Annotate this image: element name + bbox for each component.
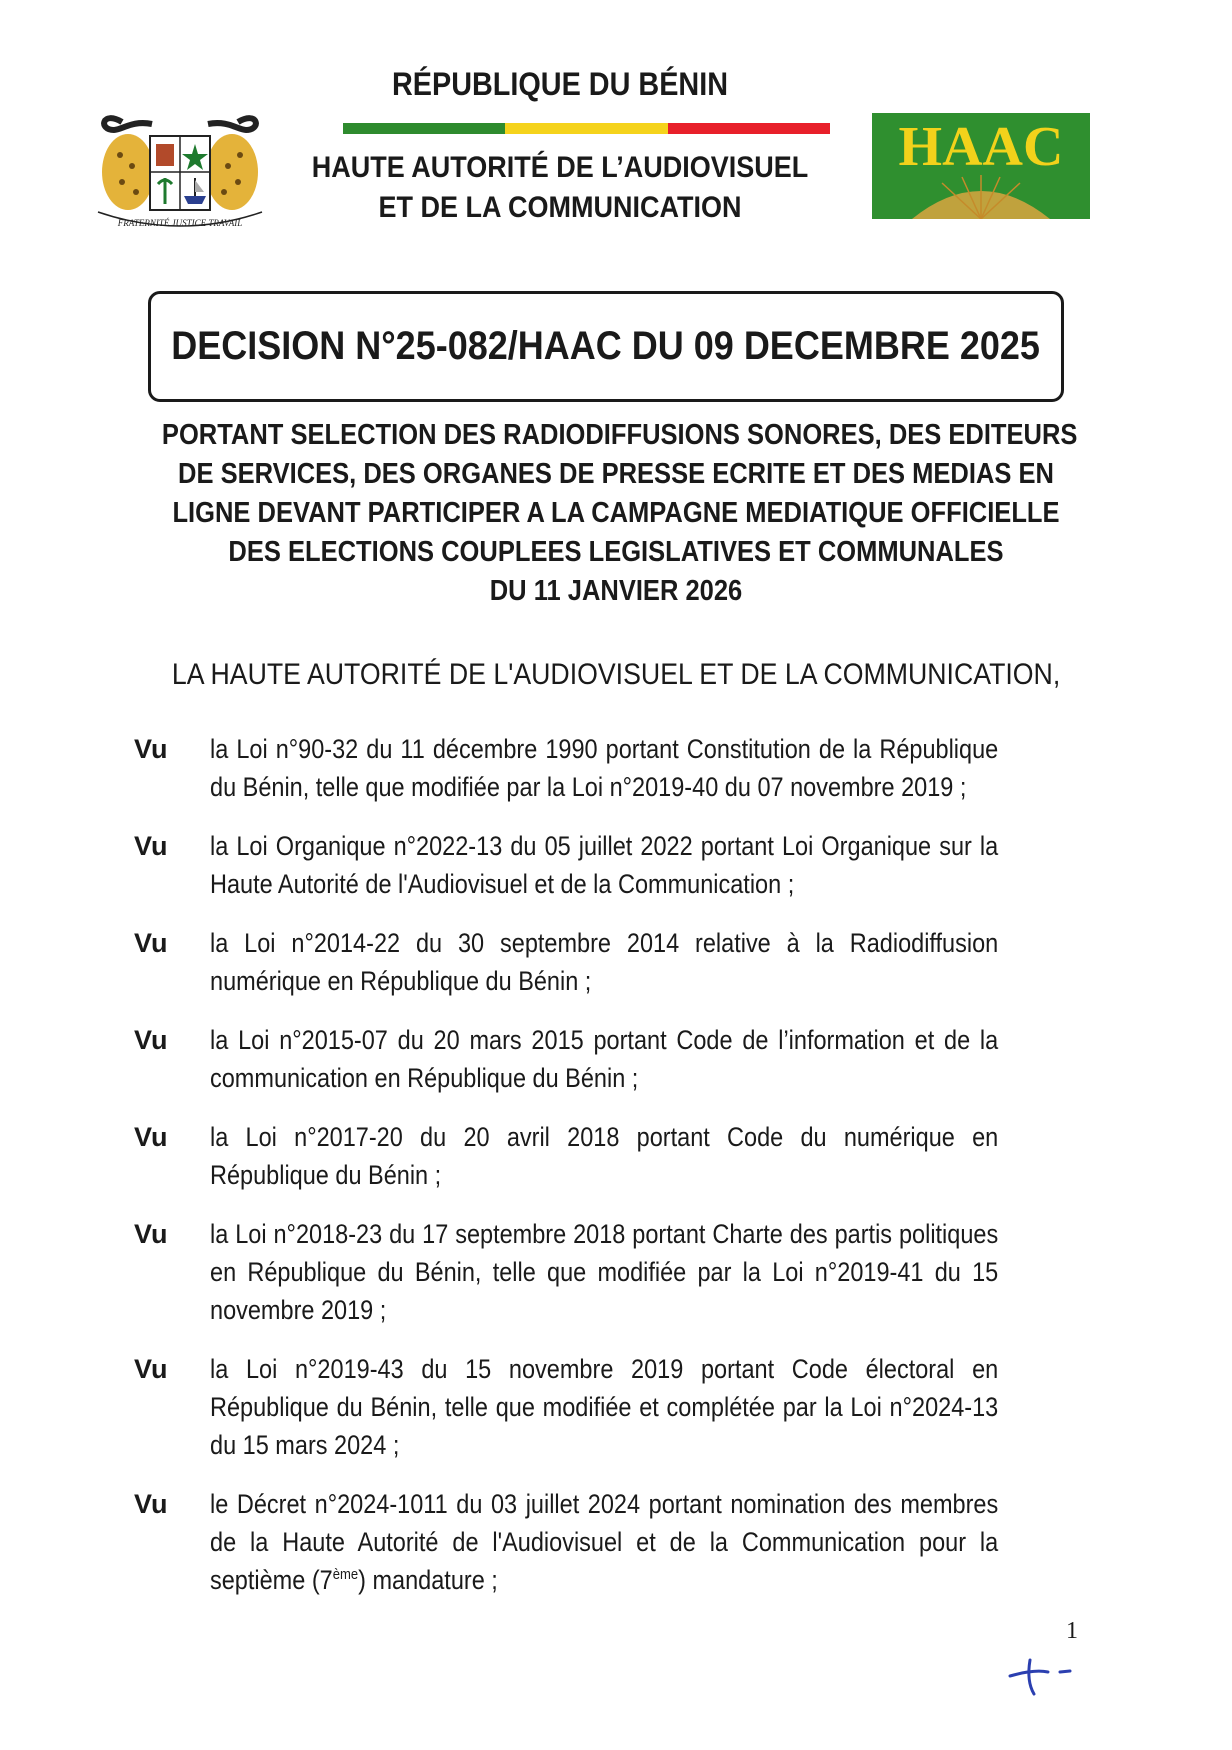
decision-title: DECISION N°25-082/HAAC DU 09 DECEMBRE 2025 <box>171 324 1041 368</box>
consideration-text <box>210 1485 998 1599</box>
preamble <box>100 655 1132 695</box>
consideration-item <box>134 1021 1084 1097</box>
consideration-label: Vu <box>134 734 168 764</box>
consideration-item <box>134 1118 1084 1194</box>
flag-stripe <box>343 123 830 134</box>
consideration-item <box>134 730 1084 806</box>
consideration-text: la Loi n°2019-43 du 15 novembre 2019 portant Code électoral en République du Bénin, telle que modifiée et complétée par la Loi n°2024-13 du 15 mars 2024 ; <box>210 1354 999 1460</box>
consideration-item <box>134 827 1084 903</box>
considerations-list <box>134 730 1084 1620</box>
subject-line: PORTANT SELECTION DES RADIODIFFUSIONS SONORES, DES EDITEURS <box>161 419 1078 451</box>
consideration-text: la Loi n°2015-07 du 20 mars 2015 portant Code de l’information et de la communication en République du Bénin ; <box>210 1025 999 1093</box>
decision-subject <box>100 416 1132 611</box>
consideration-text-end: ) mandature ; <box>358 1565 498 1595</box>
decision-title-box <box>148 291 1064 402</box>
haac-logo <box>872 113 1090 219</box>
consideration-label: Vu <box>134 1219 168 1249</box>
country-name: RÉPUBLIQUE DU BÉNIN <box>391 66 729 102</box>
consideration-text: la Loi Organique n°2022-13 du 05 juillet 2022 portant Loi Organique sur la Haute Autorité de l'Audiovisuel et de la Communication ; <box>210 831 999 899</box>
authority-line-1: HAUTE AUTORITÉ DE L’AUDIOVISUEL <box>311 151 809 184</box>
flag-green <box>343 123 505 134</box>
consideration-text: la Loi n°90-32 du 11 décembre 1990 portant Constitution de la République du Bénin, telle que modifiée par la Loi n°2019-40 du 07 novembre 2019 ; <box>210 734 999 802</box>
consideration-label: Vu <box>134 1354 168 1384</box>
consideration-label: Vu <box>134 928 168 958</box>
svg-text:FRATERNITÉ JUSTICE TRAVAIL: FRATERNITÉ JUSTICE TRAVAIL <box>117 218 243 228</box>
benin-coat-of-arms-icon <box>92 100 268 240</box>
ordinal-superscript: ème <box>332 1566 359 1583</box>
subject-line: DES ELECTIONS COUPLEES LEGISLATIVES ET COMMUNALES <box>228 536 1004 568</box>
haac-logo-text: HAAC <box>898 116 1064 178</box>
consideration-item <box>134 1485 1084 1599</box>
flag-yellow <box>505 123 667 134</box>
consideration-label: Vu <box>134 831 168 861</box>
authority-line-2: ET DE LA COMMUNICATION <box>378 191 742 224</box>
consideration-text: la Loi n°2017-20 du 20 avril 2018 portant Code du numérique en République du Bénin ; <box>210 1122 999 1190</box>
subject-line: DU 11 JANVIER 2026 <box>489 575 743 607</box>
subject-line: DE SERVICES, DES ORGANES DE PRESSE ECRITE ET DES MEDIAS EN <box>178 458 1054 490</box>
authority-name <box>308 148 812 228</box>
consideration-text: la Loi n°2018-23 du 17 septembre 2018 portant Charte des partis politiques en République du Bénin, telle que modifiée par la Loi n°2019-41 du 15 novembre 2019 ; <box>210 1219 999 1325</box>
consideration-item <box>134 1215 1084 1329</box>
preamble-text: LA HAUTE AUTORITÉ DE L'AUDIOVISUEL ET DE LA COMMUNICATION, <box>171 658 1061 691</box>
flag-red <box>668 123 830 134</box>
consideration-label: Vu <box>134 1122 168 1152</box>
handwritten-initials-icon <box>1004 1650 1084 1700</box>
consideration-item <box>134 1350 1084 1464</box>
consideration-label: Vu <box>134 1489 168 1519</box>
consideration-text-main: le Décret n°2024-1011 du 03 juillet 2024 portant nomination des membres de la Haute Autorité de l'Audiovisuel et de la Communication pour la septième (7 <box>210 1489 999 1595</box>
page-number: 1 <box>1066 1618 1078 1644</box>
consideration-item <box>134 924 1084 1000</box>
subject-line: LIGNE DEVANT PARTICIPER A LA CAMPAGNE MEDIATIQUE OFFICIELLE <box>172 497 1060 529</box>
consideration-text: la Loi n°2014-22 du 30 septembre 2014 relative à la Radiodiffusion numérique en République du Bénin ; <box>210 928 999 996</box>
consideration-label: Vu <box>134 1025 168 1055</box>
